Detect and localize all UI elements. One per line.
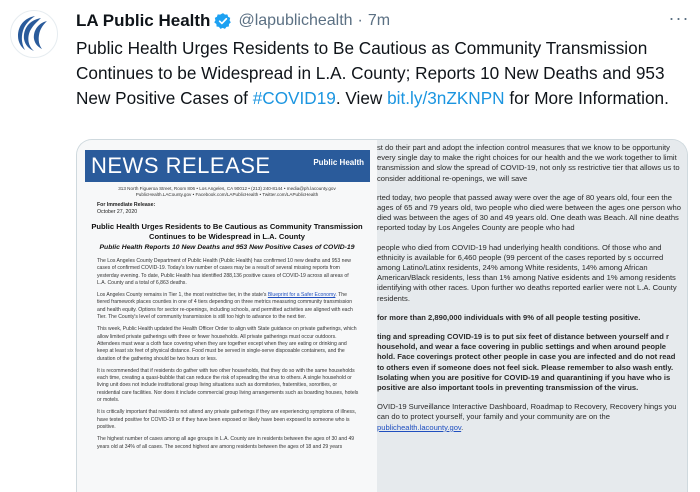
news-release-page <box>77 140 377 492</box>
more-options-icon[interactable]: ··· <box>668 8 690 28</box>
author-name[interactable]: LA Public Health <box>76 11 211 30</box>
blueprint-link: Blueprint for a Safer Economy <box>267 292 336 299</box>
body-text: . <box>461 422 464 432</box>
release-headline: Public Health Urges Residents to Be Cautious as Community Transmission Continues to be Widespread in L.A. County <box>91 222 363 241</box>
avatar[interactable] <box>10 10 58 58</box>
verified-badge-icon <box>214 12 232 30</box>
tweet-text <box>76 36 686 111</box>
tweet-header <box>76 10 690 32</box>
la-public-health-logo-icon <box>11 11 57 57</box>
banner-logo: Public Health <box>313 158 364 167</box>
address-line: 313 North Figueroa Street, Room 806 • Los Angeles, CA 90012 • (213) 240-8144 • media@ph.lacounty.gov <box>118 186 336 191</box>
tweet-text-part: . View <box>335 88 388 108</box>
release-info <box>97 202 155 216</box>
news-release-page-2 <box>377 140 687 492</box>
author-handle[interactable]: @lapublichealth <box>238 12 353 29</box>
banner-title: NEWS RELEASE <box>91 153 271 178</box>
separator-dot: · <box>357 12 363 29</box>
body-paragraph: The Los Angeles County Department of Public Health (Public Health) has confirmed 10 new deaths and 953 new cases of confirmed COVID-19. Today's low number of cases may be a result of several missing reports from yesterday evening. To date, Public Health has identified 288,136 positive cases of COVID-19 across all areas of L.A. County and a total of 6,863 deaths. <box>97 258 351 286</box>
publichealth-link: publichealth.lacounty.gov <box>377 422 462 432</box>
body-paragraph <box>97 292 359 321</box>
body-paragraph: rted today, two people that passed away were over the age of 80 years old, four een the ages of 65 and 79 years old, two people who died were between the ages one person who died was between the ages of 30 and 49 years old. One death was Beach. All nine deaths reported today by Los Angeles County are people who had <box>377 192 681 233</box>
body-paragraph: ting and spreading COVID-19 is to put six feet of distance between yourself and r household, and wear a face covering in public settings and when around people hold. Face coverings protect other people in case you are infected and do not read to others even if someone does not feel sick. Please remember to also wash ently. Isolating when you are positive for COVID-19 and quarantining if you have who is positive are also important tools in preventing transmission of the virus. <box>377 332 676 393</box>
release-date: October 27, 2020 <box>97 209 138 215</box>
body-paragraph <box>377 402 681 433</box>
body-text: Los Angeles County remains in Tier 1, the most restrictive tier, in the state's <box>97 292 268 299</box>
body-paragraph: people who died from COVID-19 had underlying health conditions. Of those who and ethnicity is available for 6,460 people (99 percent of the cases reported by s occurred among Latino/Latinx residents, 24% among White residents, 14% among African American/Black residents, less than 1% among Native esidents and 1% among residents identifying with other races. Upon further wo deaths reported earlier were not L.A. County residents. <box>377 242 677 303</box>
tweet-text-part: Public Health Urges Residents to Be Cautious as Community Transmission Continues to be Widespread in L.A. County; Reports 10 New Deaths and 953 New Positive Cases of <box>76 38 665 108</box>
body-paragraph: It is recommended that if residents do gather with two other households, that they do so with the same households each time, creating a quasi-bubble that can reduce the risk of spreading the virus to others. A single household or living unit does not include institutional group living situations such as dormitories, fraternities, sororities, or residential care facilities. Nor does it include commercial group living arrangements such as boarding houses, hotels or motels. <box>97 367 359 404</box>
release-subhead: Public Health Reports 10 New Deaths and 953 New Positive Cases of COVID-19 <box>99 244 355 251</box>
body-paragraph: st do their part and adopt the infection control measures that we know to be opportunity every single day to make the right choices for our health and the we work together to limit transmission and slow the spread of COVID-19, not only ss restrictive tier that allows us to consider additional re-openings, we will save <box>377 143 680 183</box>
news-release-banner <box>85 150 370 182</box>
tweet-media-image[interactable] <box>76 139 688 492</box>
tweet-timestamp[interactable]: 7m <box>367 12 391 29</box>
address-line: PublicHealth.LACounty.gov • Facebook.com/LAPublicHealth • Twitter.com/LAPublicHealth <box>135 192 319 197</box>
release-body-continued <box>377 143 681 442</box>
release-body <box>97 258 359 456</box>
body-paragraph: for more than 2,890,000 individuals with 9% of all people testing positive. <box>377 312 641 322</box>
release-address <box>87 186 367 198</box>
hashtag-link[interactable]: #COVID19 <box>252 88 336 108</box>
body-text: . The tiered framework places counties in one of 4 tiers depending on three metrics measuring community transmission and health equity. Options for sector re-openings, including schools, and permitted activities are aligned with each Tier. The County's level of community transmission is still too high to advance to the next tier. <box>97 292 353 321</box>
body-paragraph: The highest number of cases among all age groups in L.A. County are in residents between the ages of 30 and 49 years old at 34% of all cases. The second highest are among residents between the ages of 18 and 29 years <box>97 436 355 450</box>
body-paragraph: This week, Public Health updated the Health Officer Order to align with State guidance on private gatherings, which allow limited private gatherings with three or fewer households. All private gatherings must occur outdoors. Attendees must wear a cloth face covering when they are together except when they are eating or drinking and keep at least six feet of physical distance. Food must be served in single-serve disposable containers, and the duration of the gathering should be two hours or less. <box>97 326 357 362</box>
release-label: For Immediate Release: <box>97 202 156 208</box>
url-link[interactable]: bit.ly/3nZKNPN <box>387 88 505 108</box>
tweet-text-part: for More Information. <box>504 88 669 108</box>
body-paragraph: It is critically important that residents not attend any private gatherings if they are experiencing symptoms of illness, have tested positive for COVID-19 or if they have been exposed or likely have been exposed to someone who is positive. <box>97 409 357 430</box>
body-text: OVID-19 Surveillance Interactive Dashboard, Roadmap to Recovery, Recovery hings you can do to protect yourself, your family and your community are on the <box>377 402 677 422</box>
